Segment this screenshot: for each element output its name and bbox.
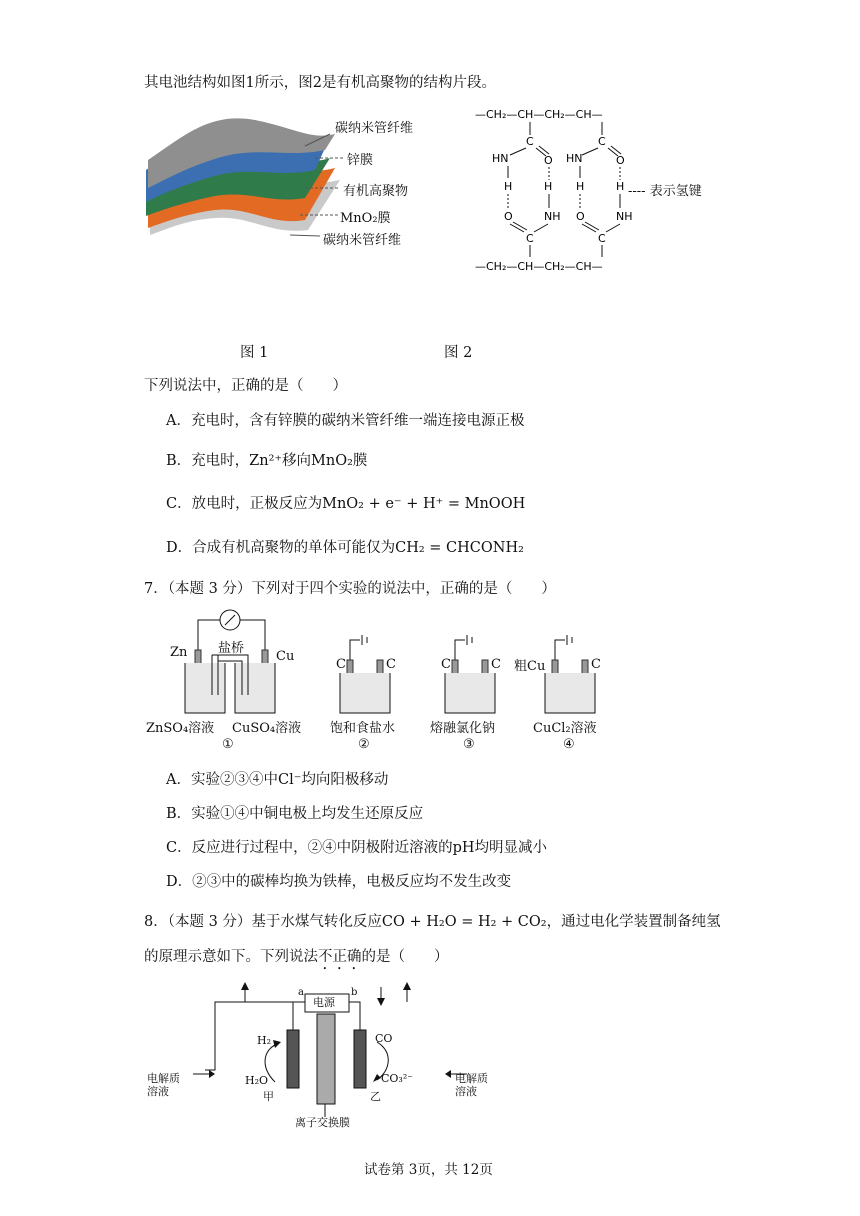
svg-text:H: H — [576, 180, 585, 193]
svg-text:NH: NH — [544, 210, 561, 223]
label-zn: Zn — [170, 645, 188, 660]
label-yi: 乙 — [370, 1090, 381, 1103]
label-znso4: ZnSO₄溶液 — [146, 721, 215, 736]
label-electrolyte-right: 电解质 溶液 — [455, 1072, 488, 1098]
q6-option-c: C．放电时，正极反应为MnO₂ + e⁻ + H⁺ = MnOOH — [166, 496, 526, 512]
label-mno2-film: MnO₂膜 — [340, 211, 391, 226]
label-terminal-a: a — [298, 987, 304, 998]
svg-text:C: C — [598, 232, 606, 245]
label-cuso4: CuSO₄溶液 — [232, 721, 302, 736]
svg-text:HN: HN — [492, 152, 509, 165]
label-h2o: H₂O — [245, 1074, 269, 1087]
intro-text: 其电池结构如图1所示，图2是有机高聚物的结构片段。 — [144, 75, 496, 91]
label-crude-cu: 粗Cu — [514, 659, 546, 674]
label-exp-4: ④ — [563, 737, 575, 752]
label-co: CO — [375, 1032, 393, 1045]
figure-1-caption: 图 1 — [240, 345, 269, 361]
svg-text:O: O — [576, 210, 585, 223]
q6-option-a: A．充电时，含有锌膜的碳纳米管纤维一端连接电源正极 — [166, 413, 525, 429]
svg-text:O: O — [544, 154, 553, 167]
q7-option-c: C．反应进行过程中，②④中阴极附近溶液的pH均明显减小 — [166, 840, 548, 856]
label-c-2-right: C — [386, 657, 396, 672]
svg-text:C: C — [598, 135, 606, 148]
label-jia: 甲 — [263, 1090, 274, 1103]
q8-stem-line-2: 的原理示意如下。下列说法不正确的是（ ） — [144, 949, 449, 965]
label-carbon-fiber-top: 碳纳米管纤维 — [335, 121, 414, 136]
figure-2-caption: 图 2 — [444, 345, 473, 361]
label-organic-polymer: 有机高聚物 — [343, 184, 409, 199]
bottom-chain: —CH₂—CH—CH₂—CH— — [475, 260, 603, 273]
polymer-structure-diagram — [470, 100, 750, 275]
svg-text:H: H — [616, 180, 625, 193]
label-cu: Cu — [276, 649, 295, 664]
label-co3: CO₃²⁻ — [381, 1072, 414, 1085]
label-exp-2: ② — [358, 737, 370, 752]
label-electrolyte-left: 电解质 溶液 — [147, 1072, 180, 1098]
svg-text:HN: HN — [566, 152, 583, 165]
label-brine: 饱和食盐水 — [330, 721, 396, 736]
svg-text:C: C — [526, 232, 534, 245]
svg-text:NH: NH — [616, 210, 633, 223]
label-power-supply: 电源 — [313, 996, 335, 1009]
label-carbon-fiber-bottom: 碳纳米管纤维 — [323, 233, 402, 248]
four-experiments-diagram — [140, 605, 620, 760]
label-h2: H₂ — [257, 1034, 272, 1047]
top-chain: —CH₂—CH—CH₂—CH— — [475, 108, 603, 121]
hydrogen-bond-legend: ---- 表示氢键 — [628, 184, 702, 199]
q8-electrolysis-diagram — [145, 982, 505, 1132]
label-c-3-left: C — [441, 657, 451, 672]
label-zinc-film: 锌膜 — [347, 153, 374, 168]
label-ion-exchange-membrane: 离子交换膜 — [295, 1116, 350, 1129]
q7-stem: 7．（本题 3 分）下列对于四个实验的说法中，正确的是（ ） — [144, 581, 556, 597]
svg-text:O: O — [616, 154, 625, 167]
q6-option-d: D．合成有机高聚物的单体可能仅为CH₂ = CHCONH₂ — [166, 540, 524, 556]
q7-apparatus-figure — [140, 605, 620, 760]
figure-2 — [470, 100, 750, 275]
label-molten-nacl: 熔融氯化钠 — [430, 721, 496, 736]
q6-option-b: B．充电时，Zn²⁺移向MnO₂膜 — [166, 453, 368, 469]
label-c-2-left: C — [336, 657, 346, 672]
q7-option-d: D．②③中的碳棒均换为铁棒，电极反应均不发生改变 — [166, 874, 512, 890]
q7-option-b: B．实验①④中铜电极上均发生还原反应 — [166, 806, 424, 822]
label-cucl2: CuCl₂溶液 — [533, 721, 597, 736]
emphasis-incorrect: 不正确 — [318, 949, 362, 965]
svg-text:H: H — [504, 180, 513, 193]
svg-text:O: O — [504, 210, 513, 223]
label-exp-3: ③ — [463, 737, 475, 752]
svg-text:H: H — [544, 180, 553, 193]
figure-1 — [140, 110, 460, 250]
label-exp-1: ① — [222, 737, 234, 752]
q6-stem: 下列说法中，正确的是（ ） — [144, 378, 347, 394]
label-salt-bridge: 盐桥 — [218, 641, 245, 656]
q8-stem-line-1: 8．（本题 3 分）基于水煤气转化反应CO + H₂O = H₂ + CO₂，通过电化学装置制备纯氢 — [144, 914, 721, 930]
label-c-4-right: C — [591, 657, 601, 672]
page-footer: 试卷第 3页，共 12页 — [364, 1162, 493, 1178]
svg-text:C: C — [526, 135, 534, 148]
q7-option-a: A．实验②③④中Cl⁻均向阳极移动 — [166, 772, 389, 788]
label-c-3-right: C — [491, 657, 501, 672]
label-terminal-b: b — [351, 987, 358, 998]
